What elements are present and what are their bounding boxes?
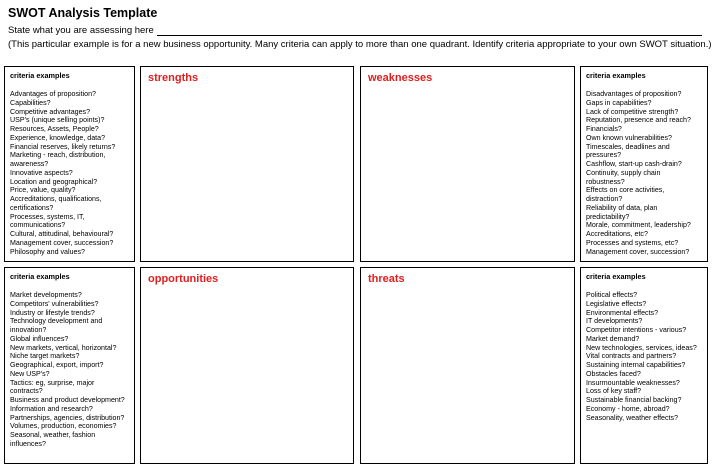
criteria-item: Accreditations, etc? (586, 230, 648, 238)
criteria-item: distraction? (586, 195, 623, 203)
criteria-item: Price, value, quality? (10, 186, 76, 195)
criteria-item: Market demand? (586, 334, 640, 343)
criteria-item: Vital contracts and partners? (586, 352, 677, 361)
criteria-item: Morale, commitment, leadership? (586, 221, 691, 230)
criteria-item: Financials? (586, 125, 622, 133)
assessing-label: State what you are assessing here (8, 25, 154, 36)
assessing-row (8, 25, 702, 36)
strengths-title: strengths (148, 72, 199, 84)
criteria-item: Capabilities? (10, 98, 51, 107)
criteria-item: contracts? (10, 387, 43, 396)
criteria-item: Processes, systems, IT, (10, 212, 85, 221)
criteria-item: Niche target markets? (10, 352, 80, 361)
criteria-item: Competitor intentions - various? (586, 326, 687, 334)
criteria-item: Seasonal, weather, fashion (10, 431, 96, 439)
criteria-item: Political effects? (586, 291, 638, 299)
criteria-item: Obstacles faced? (586, 369, 641, 378)
criteria-item: Location and geographical? (10, 177, 98, 186)
criteria-item: Management cover, succession? (10, 238, 114, 247)
criteria-heading: criteria examples (10, 272, 70, 281)
criteria-item: Loss of key staff? (586, 387, 642, 396)
criteria-item: Economy - home, abroad? (586, 404, 670, 413)
criteria-item: Own known vulnerabilities? (586, 133, 672, 142)
criteria-item: influences? (10, 439, 46, 448)
criteria-item: pressures? (586, 151, 622, 160)
criteria-item: Competitors' vulnerabilities? (10, 299, 99, 308)
criteria-item: Market developments? (10, 291, 82, 299)
threats-quadrant[interactable] (360, 267, 575, 464)
criteria-item: Global influences? (10, 334, 69, 343)
criteria-item: Legislative effects? (586, 299, 647, 308)
criteria-item: robustness? (586, 177, 625, 186)
criteria-item: Sustaining internal capabilities? (586, 361, 686, 369)
criteria-item: Processes and systems, etc? (586, 238, 679, 247)
opportunities-quadrant[interactable] (140, 267, 354, 464)
assessing-input-line[interactable] (157, 25, 702, 36)
criteria-item: predictability? (586, 212, 630, 221)
criteria-item: certifications? (10, 203, 54, 212)
criteria-heading: criteria examples (10, 71, 70, 80)
strengths-criteria-box (4, 66, 135, 262)
criteria-item: Effects on core activities, (586, 186, 665, 195)
criteria-item: New USP's? (10, 369, 50, 378)
weaknesses-criteria-list (586, 90, 702, 256)
criteria-item: Partnerships, agencies, distribution? (10, 413, 125, 422)
weaknesses-criteria-box (580, 66, 708, 262)
criteria-item: Advantages of proposition? (10, 90, 96, 98)
criteria-item: Environmental effects? (586, 308, 659, 317)
criteria-item: Industry or lifestyle trends? (10, 308, 95, 317)
criteria-item: Reputation, presence and reach? (586, 116, 691, 125)
criteria-item: Disadvantages of proposition? (586, 90, 682, 98)
criteria-item: Cashflow, start-up cash-drain? (586, 160, 682, 168)
strengths-quadrant[interactable] (140, 66, 354, 262)
criteria-item: Insurmountable weaknesses? (586, 378, 680, 387)
criteria-item: Business and product development? (10, 396, 125, 404)
criteria-item: New markets, vertical, horizontal? (10, 343, 117, 352)
criteria-item: Experience, knowledge, data? (10, 133, 106, 142)
criteria-item: Information and research? (10, 404, 93, 413)
criteria-item: Management cover, succession? (586, 247, 690, 256)
criteria-item: Sustainable financial backing? (586, 396, 682, 404)
threats-criteria-list (586, 291, 702, 422)
criteria-item: Lack of competitive strength? (586, 107, 679, 116)
weaknesses-quadrant[interactable] (360, 66, 575, 262)
criteria-item: IT developments? (586, 317, 643, 326)
criteria-item: Marketing - reach, distribution, (10, 151, 106, 160)
criteria-item: Resources, Assets, People? (10, 125, 99, 133)
criteria-item: Geographical, export, import? (10, 361, 104, 369)
criteria-item: Philosophy and values? (10, 247, 85, 256)
opportunities-criteria-box (4, 267, 135, 464)
criteria-item: Accreditations, qualifications, (10, 195, 102, 203)
weaknesses-title: weaknesses (368, 72, 433, 84)
threats-criteria-box (580, 267, 708, 464)
criteria-item: awareness? (10, 160, 49, 168)
criteria-item: USP's (unique selling points)? (10, 116, 105, 125)
criteria-item: Reliability of data, plan (586, 203, 658, 212)
criteria-item: innovation? (10, 326, 47, 334)
criteria-heading: criteria examples (586, 272, 646, 281)
opportunities-criteria-list (10, 291, 129, 449)
criteria-item: Tactics: eg, surprise, major (10, 378, 95, 387)
strengths-criteria-list (10, 90, 129, 256)
threats-title: threats (368, 273, 405, 285)
criteria-item: Competitive advantages? (10, 107, 91, 116)
criteria-item: Gaps in capabilities? (586, 98, 652, 107)
instructions-note: (This particular example is for a new business opportunity. Many criteria can apply to more than one quadrant. Identify criteria appropriate to your own SWOT situation.) (8, 39, 712, 50)
criteria-item: communications? (10, 221, 66, 230)
page-title: SWOT Analysis Template (8, 6, 158, 20)
criteria-item: Continuity, supply chain (586, 168, 661, 177)
criteria-item: Innovative aspects? (10, 168, 73, 177)
criteria-item: Cultural, attitudinal, behavioural? (10, 230, 114, 238)
criteria-item: Financial reserves, likely returns? (10, 142, 116, 151)
criteria-item: Timescales, deadlines and (586, 142, 670, 151)
opportunities-title: opportunities (148, 273, 219, 285)
criteria-item: New technologies, services, ideas? (586, 343, 697, 352)
criteria-item: Technology development and (10, 317, 103, 326)
criteria-item: Seasonality, weather effects? (586, 413, 679, 422)
criteria-heading: criteria examples (586, 71, 646, 80)
criteria-item: Volumes, production, economies? (10, 422, 117, 431)
